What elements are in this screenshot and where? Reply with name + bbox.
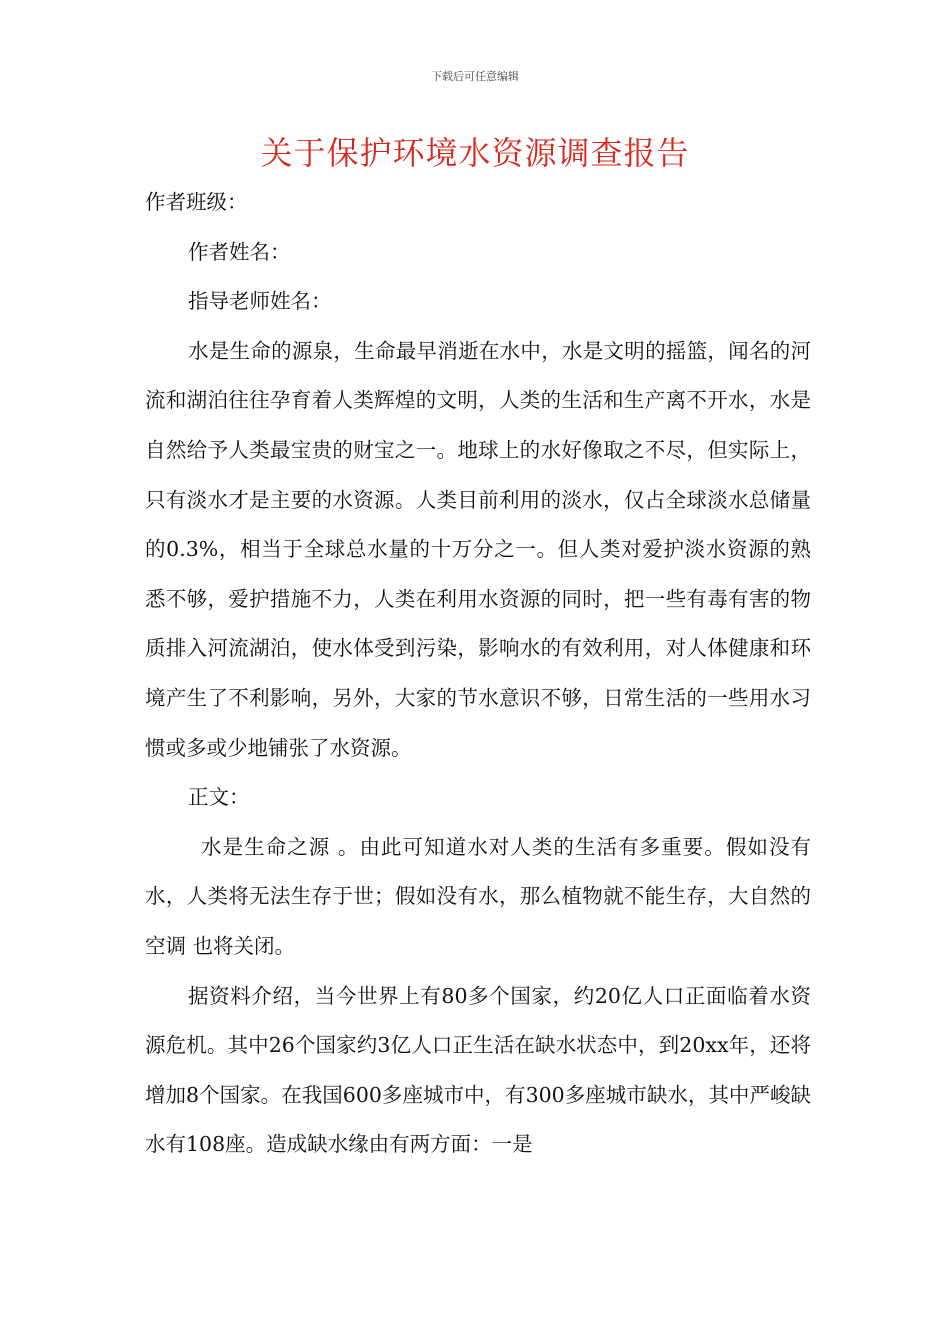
intro-paragraph: 水是生命的源泉，生命最早消逝在水中，水是文明的摇篮，闻名的河流和湖泊往往孕育着人类辉煌的文明，人类的生活和生产离不开水，水是自然给予人类最宝贵的财宝之一。地球上的水好像取之不尽，但实际上，只有淡水才是主要的水资源。人类目前利用的淡水，仅占全球淡水总储量的0.3%，相当于全球总水量的十万分之一。但人类对爱护淡水资源的熟悉不够，爱护措施不力，人类在利用水资源的同时，把一些有毒有害的物质排入河流湖泊，使水体受到污染，影响水的有效利用，对人体健康和环境产生了不利影响，另外，大家的节水意识不够，日常生活的一些用水习惯或多或少地铺张了水资源。	[145, 338, 811, 760]
author-class-line: 作者班级：	[145, 190, 248, 214]
body-paragraph-1: 水是生命之源 。由此可知道水对人类的生活有多重要。假如没有水，人类将无法生存于世；假如没有水，那么植物就不能生存，大自然的 空调 也将关闭。	[145, 834, 811, 958]
body-paragraph-2: 据资料介绍，当今世界上有80多个国家，约20亿人口正面临着水资源危机。其中26个国家约3亿人口正生活在缺水状态中，到20xx年，还将增加8个国家。在我国600多座城市中，有300多座城市缺水，其中严峻缺水有108座。造成缺水缘由有两方面：一是	[145, 983, 811, 1157]
document-title: 关于保护环境水资源调查报告	[260, 134, 690, 172]
author-name-line: 作者姓名：	[188, 239, 291, 264]
header-note: 下载后可任意编辑	[431, 70, 519, 83]
advisor-name-line: 指导老师姓名：	[188, 289, 332, 314]
body-label: 正文：	[188, 785, 250, 810]
document-body	[145, 178, 811, 1170]
